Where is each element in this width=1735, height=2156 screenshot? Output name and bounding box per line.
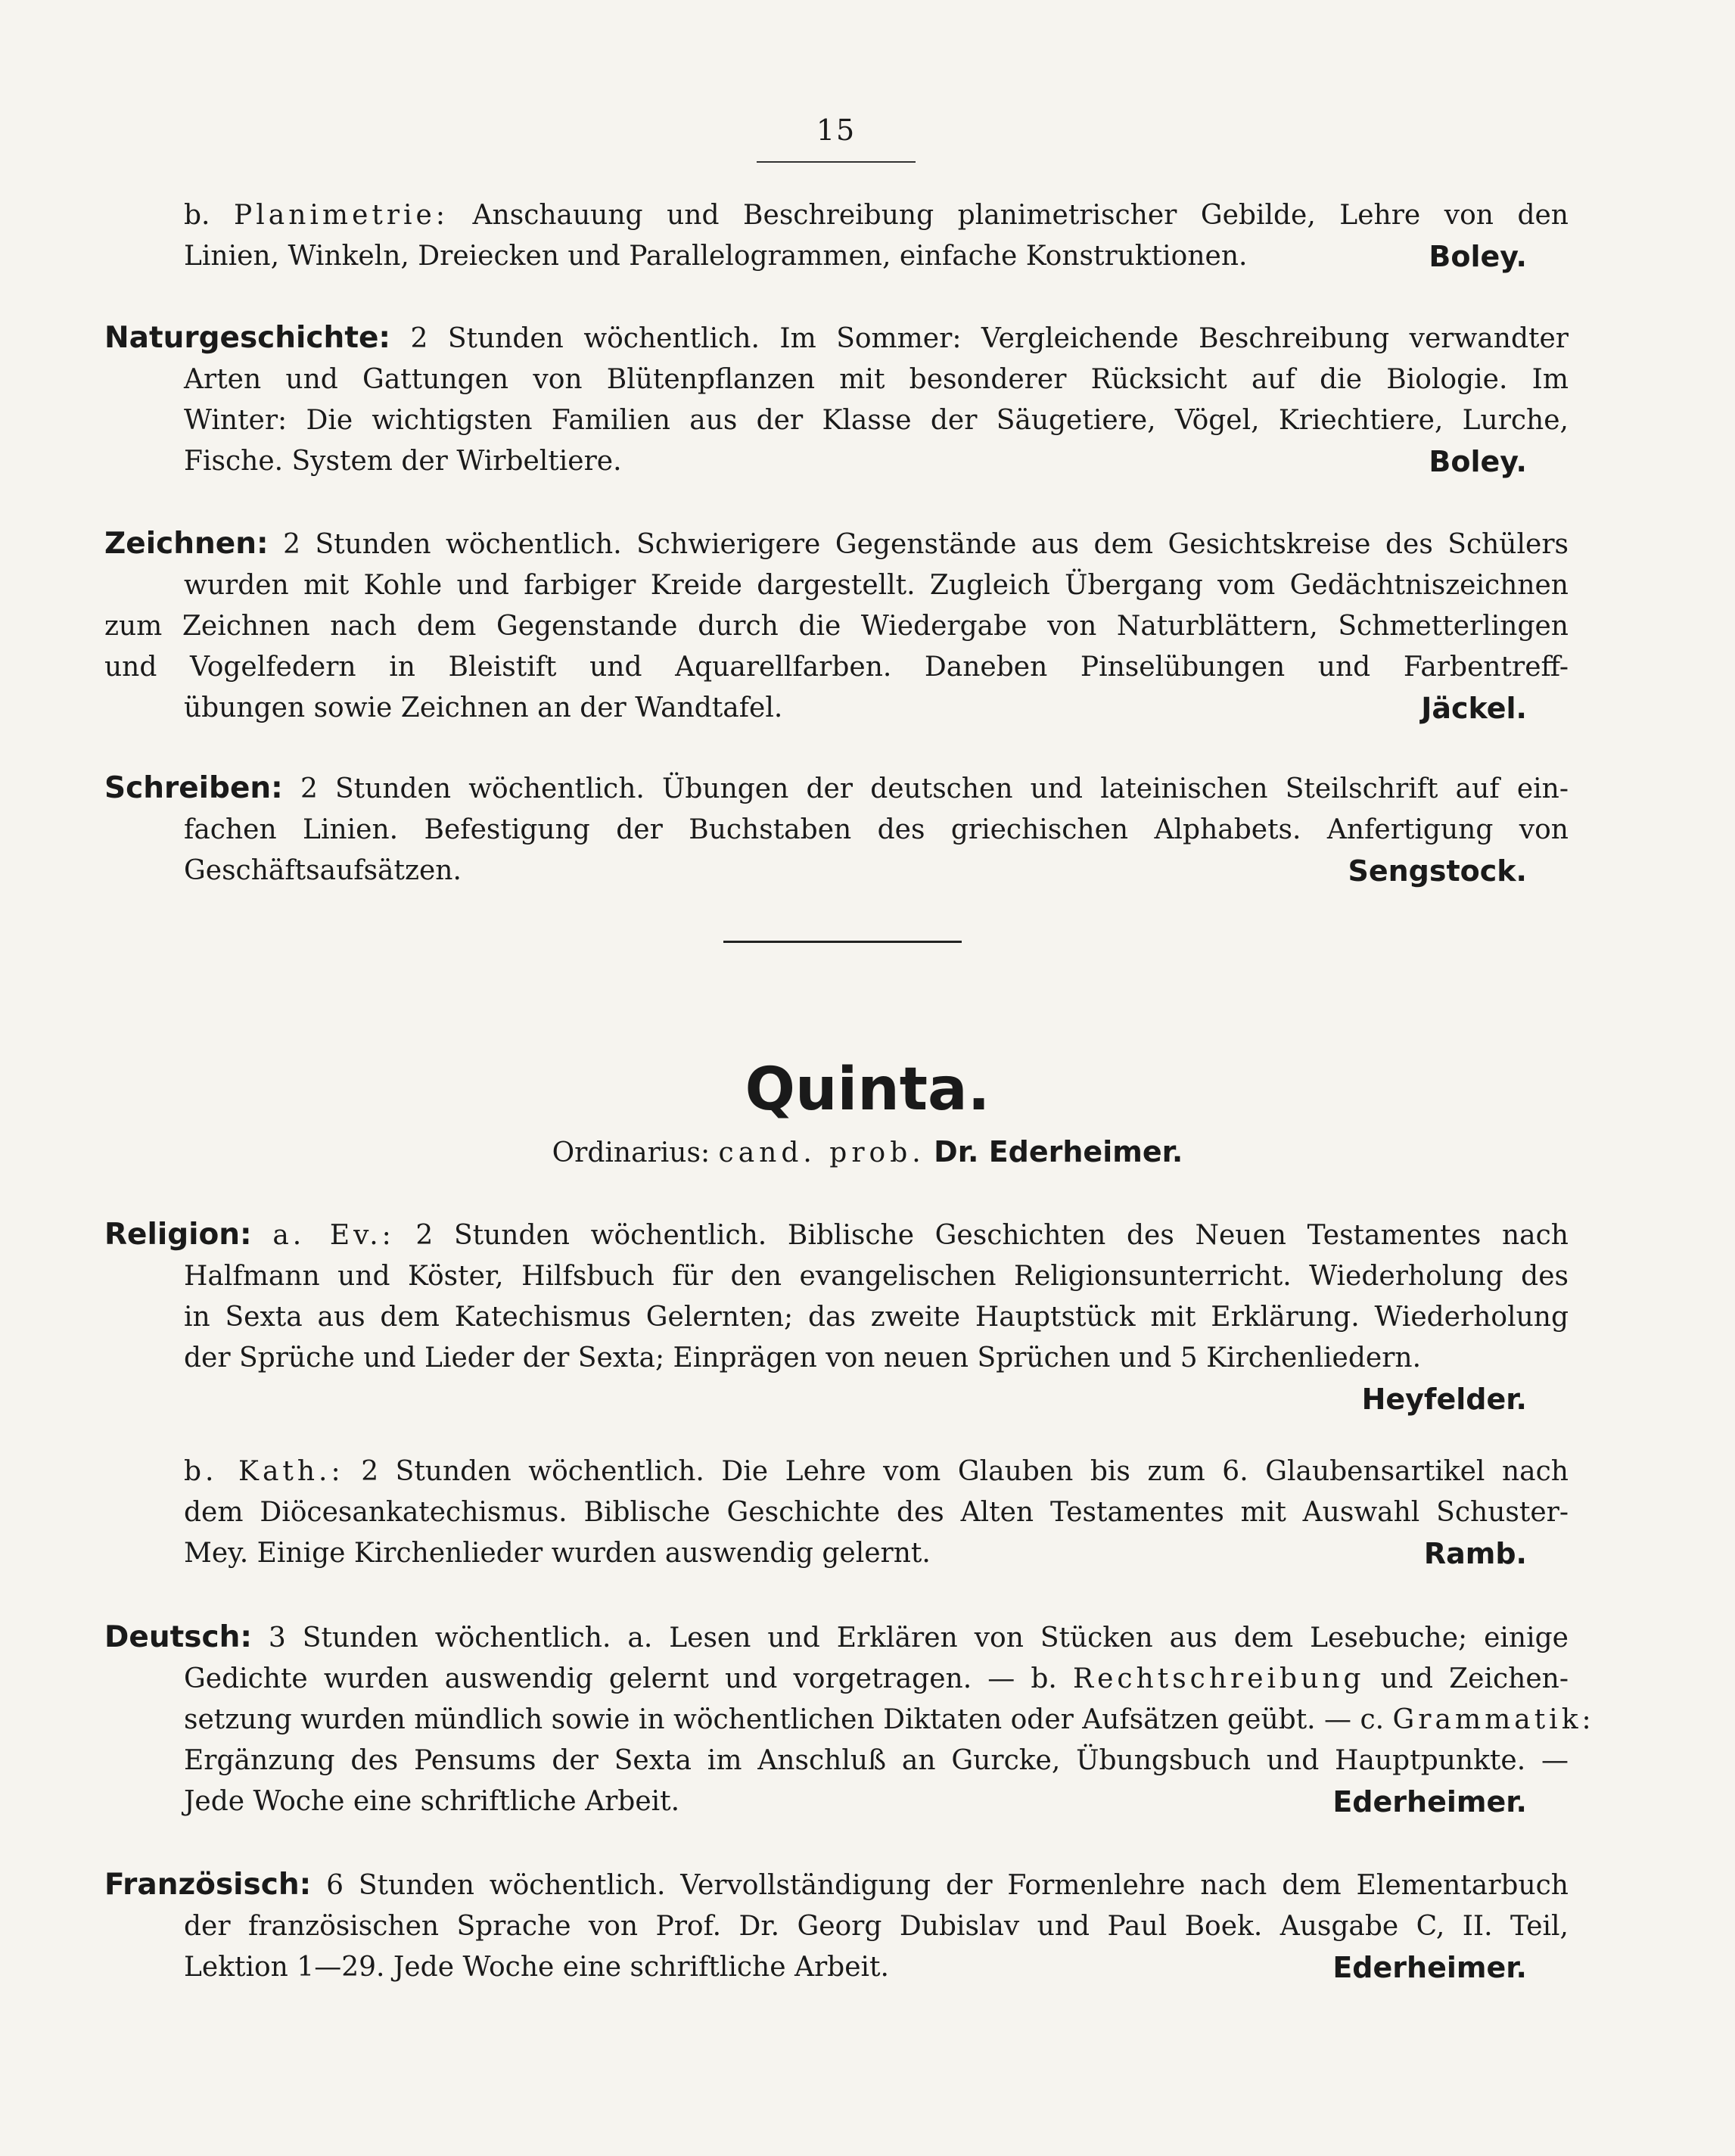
planimetrie-label: Planimetrie:	[234, 200, 449, 231]
franzoesisch-teacher: Ederheimer.	[1332, 1951, 1527, 1984]
schreiben-line-3: Geschäftsaufsätzen. Sengstock.	[104, 851, 1569, 891]
religion-line-1: Religion: a. Ev.: 2 Stunden wöchentlich. Biblische Geschichten des Neuen Testamentes nach	[104, 1218, 1569, 1252]
religion-kath-line-2: dem Diöcesankatechismus. Biblische Geschichte des Alten Testamentes mit Auswahl Schuster-	[184, 1497, 1569, 1528]
section-religion-kath	[104, 1451, 1569, 1574]
deutsch-line-3: setzung wurden mündlich sowie in wöchentlichen Diktaten oder Aufsätzen geübt. — c. Grammatik:	[184, 1704, 1595, 1735]
franzoesisch-line-3: Lektion 1—29. Jede Woche eine schriftliche Arbeit. Ederheimer.	[104, 1947, 1569, 1988]
section-franzoesisch	[104, 1865, 1569, 1988]
section-zeichnen	[104, 524, 1569, 729]
deutsch-line-4: Ergänzung des Pensums der Sexta im Anschluß an Gurcke, Übungsbuch und Hauptpunkte. —	[184, 1745, 1569, 1776]
religion-heading: Religion:	[104, 1218, 252, 1252]
franzoesisch-line-2: der französischen Sprache von Prof. Dr. Georg Dubislav und Paul Boek. Ausgabe C, II. Teil,	[184, 1911, 1569, 1942]
page-number: 15	[816, 114, 857, 147]
naturgeschichte-teacher: Boley.	[1429, 445, 1527, 478]
naturgeschichte-line-4: Fische. System der Wirbeltiere. Boley.	[104, 441, 1569, 482]
zeichnen-heading: Zeichnen:	[104, 527, 269, 561]
zeichnen-line-4: und Vogelfedern in Bleistift und Aquarellfarben. Daneben Pinselübungen und Farbentreff-	[104, 652, 1569, 683]
planimetrie-teacher: Boley.	[1429, 240, 1527, 273]
zeichnen-line-1: Zeichnen: 2 Stunden wöchentlich. Schwierigere Gegenstände aus dem Gesichtskreise des Schülers	[104, 527, 1569, 561]
schreiben-teacher: Sengstock.	[1348, 854, 1527, 888]
ordinarius-label: Ordinarius:	[552, 1137, 710, 1168]
naturgeschichte-heading: Naturgeschichte:	[104, 321, 391, 355]
religion-line-4: der Sprüche und Lieder der Sexta; Einprägen von neuen Sprüchen und 5 Kirchenliedern.	[184, 1342, 1422, 1374]
zeichnen-teacher: Jäckel.	[1421, 692, 1527, 725]
naturgeschichte-line-1: Naturgeschichte: 2 Stunden wöchentlich. Im Sommer: Vergleichende Beschreibung verwandter	[104, 321, 1569, 355]
religion-ev-teacher: Heyfelder.	[1361, 1383, 1527, 1416]
schreiben-line-1: Schreiben: 2 Stunden wöchentlich. Übungen der deutschen und lateinischen Steilschrift auf ein-	[104, 771, 1569, 805]
franzoesisch-line-1: Französisch: 6 Stunden wöchentlich. Vervollständigung der Formenlehre nach dem Elementarbuch	[104, 1868, 1569, 1902]
naturgeschichte-line-2: Arten und Gattungen von Blütenpflanzen mit besonderer Rücksicht auf die Biologie. Im	[184, 364, 1569, 395]
religion-kath-teacher: Ramb.	[1423, 1537, 1527, 1570]
deutsch-heading: Deutsch:	[104, 1620, 252, 1654]
franzoesisch-heading: Französisch:	[104, 1868, 312, 1902]
schreiben-line-2: fachen Linien. Befestigung der Buchstaben des griechischen Alphabets. Anfertigung von	[184, 814, 1569, 845]
ordinarius-line	[0, 1135, 1735, 1168]
section-schreiben	[104, 768, 1569, 891]
ordinarius-title: cand. prob.	[718, 1137, 925, 1168]
deutsch-teacher: Ederheimer.	[1332, 1785, 1527, 1818]
deutsch-line-2: Gedichte wurden auswendig gelernt und vorgetragen. — b. Rechtschreibung und Zeichen-	[184, 1663, 1569, 1694]
naturgeschichte-line-3: Winter: Die wichtigsten Familien aus der Klasse der Säugetiere, Vögel, Kriechtiere, Lurche,	[184, 405, 1569, 436]
deutsch-line-5: Jede Woche eine schriftliche Arbeit. Ederheimer.	[104, 1781, 1569, 1822]
zeichnen-line-2: wurden mit Kohle und farbiger Kreide dargestellt. Zugleich Übergang vom Gedächtniszeichnen	[184, 570, 1569, 601]
religion-line-3: in Sexta aus dem Katechismus Gelernten; das zweite Hauptstück mit Erklärung. Wiederholung	[184, 1302, 1569, 1333]
religion-kath-line-1: b. Kath.: 2 Stunden wöchentlich. Die Lehre vom Glauben bis zum 6. Glaubensartikel nach	[184, 1456, 1569, 1487]
deutsch-line-1: Deutsch: 3 Stunden wöchentlich. a. Lesen und Erklären von Stücken aus dem Lesebuche; einige	[104, 1620, 1569, 1654]
religion-kath-line-3: Mey. Einige Kirchenlieder wurden auswendig gelernt. Ramb.	[104, 1533, 1569, 1574]
class-title: Quinta.	[745, 1056, 990, 1124]
schreiben-heading: Schreiben:	[104, 771, 283, 805]
section-religion	[104, 1215, 1569, 1421]
religion-ev-teacher-line	[104, 1379, 1569, 1421]
zeichnen-line-5: übungen sowie Zeichnen an der Wandtafel. Jäckel.	[104, 688, 1569, 729]
planimetrie-line-1: b. Planimetrie: Anschauung und Beschreibung planimetrischer Gebilde, Lehre von den	[184, 200, 1569, 231]
religion-line-2: Halfmann und Köster, Hilfsbuch für den evangelischen Religionsunterricht. Wiederholung des	[184, 1261, 1569, 1292]
section-divider	[723, 941, 962, 943]
section-planimetrie	[104, 195, 1569, 277]
page-number-rule	[757, 161, 916, 163]
section-naturgeschichte	[104, 318, 1569, 482]
zeichnen-line-3: zum Zeichnen nach dem Gegenstande durch die Wiedergabe von Naturblättern, Schmetterlingen	[104, 611, 1569, 642]
planimetrie-line-2: Linien, Winkeln, Dreiecken und Parallelogrammen, einfache Konstruktionen. Boley.	[104, 236, 1569, 277]
ordinarius-name: Dr. Ederheimer.	[934, 1135, 1183, 1168]
section-deutsch	[104, 1617, 1595, 1822]
